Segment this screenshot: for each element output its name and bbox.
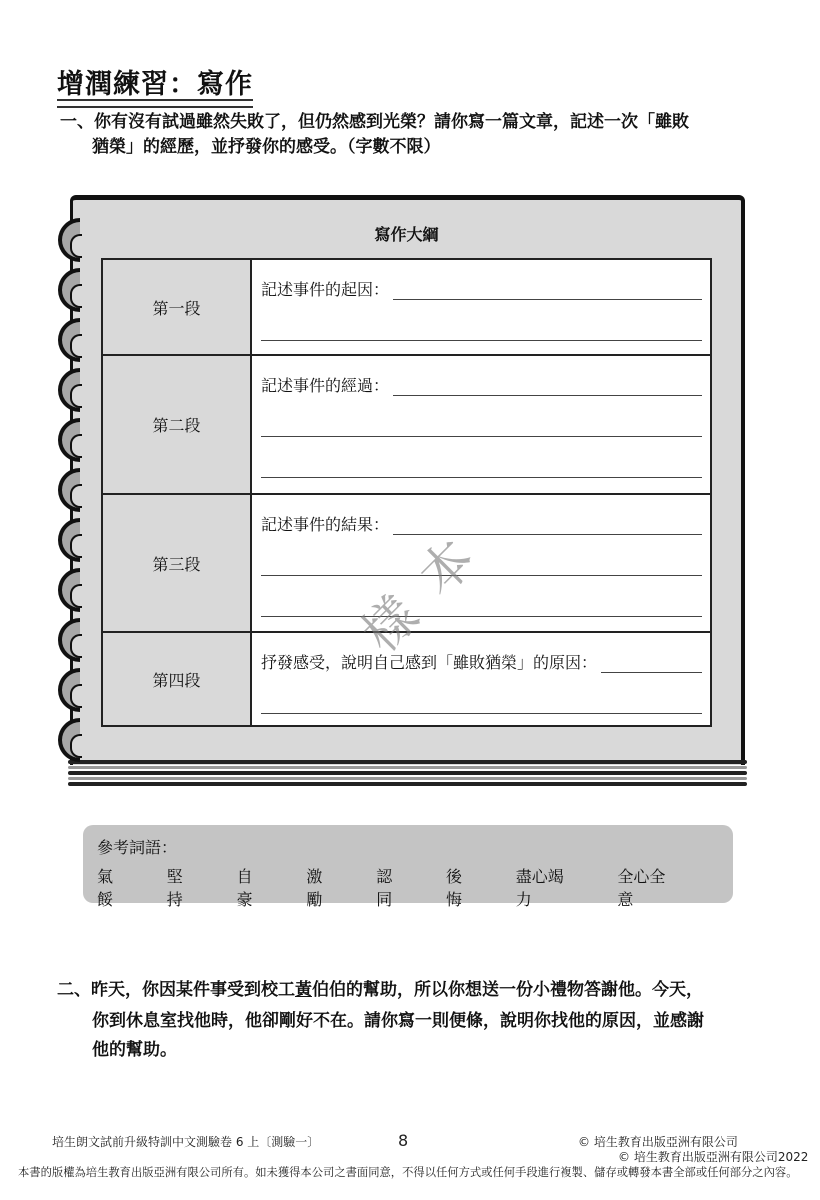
answer-line[interactable]: [261, 576, 702, 617]
spiral-ring-icon: [58, 668, 80, 712]
paragraph-answer-area[interactable]: [252, 260, 710, 354]
footer-copyright: © 培生教育出版亞洲有限公司: [578, 1135, 738, 1149]
spiral-ring-icon: [58, 518, 80, 562]
question2-line2: 你到休息室找他時，他卻剛好不在。請你寫一則便條，說明你找他的原因，並感謝: [92, 1011, 704, 1031]
paragraph-prompt: 記述事件的經過：: [261, 376, 390, 395]
outline-title: 寫作大綱: [374, 225, 439, 244]
reference-words-box: [83, 825, 733, 909]
reference-label: 參考詞語：: [97, 838, 178, 857]
answer-line[interactable]: [261, 396, 702, 437]
spiral-ring-icon: [58, 468, 80, 512]
reference-word: 激勵: [306, 867, 323, 909]
answer-line[interactable]: [393, 283, 702, 300]
spiral-ring-icon: [58, 368, 80, 412]
paragraph-label: 第三段: [103, 495, 252, 631]
proper-name-underlined: 黃: [295, 980, 312, 1000]
paragraph-label: 第四段: [103, 633, 252, 725]
question2-text: 伯伯的幫助，所以你想送一份小禮物答謝他。今天，: [312, 980, 703, 1000]
footer-copyright-year: © 培生教育出版亞洲有限公司2022: [618, 1150, 809, 1164]
outline-row: [103, 354, 710, 493]
spiral-ring-icon: [58, 418, 80, 462]
answer-line[interactable]: [261, 300, 702, 341]
reference-word: 全心全意: [617, 867, 666, 909]
reference-word: 後悔: [445, 867, 462, 909]
spiral-ring-icon: [58, 568, 80, 612]
page-title: 增潤練習：寫作: [57, 69, 253, 100]
question2-text: 二、昨天，你因某件事受到校工: [57, 980, 295, 1000]
reference-word: 盡心竭力: [515, 867, 564, 909]
paragraph-label: 第二段: [103, 356, 252, 493]
reference-word: 認同: [376, 867, 393, 909]
sample-watermark: 樣本: [351, 508, 507, 665]
title-double-underline: [57, 99, 253, 108]
paragraph-answer-area[interactable]: [252, 356, 710, 493]
spiral-ring-icon: [58, 318, 80, 362]
notebook-page-stack: [68, 760, 747, 790]
footer-book-title: 培生朗文試前升級特訓中文測驗卷 6 上〔測驗一〕: [52, 1135, 320, 1149]
paragraph-label: 第一段: [103, 260, 252, 354]
outline-table: [101, 258, 712, 727]
spiral-ring-icon: [58, 718, 80, 762]
reference-word: 自豪: [236, 867, 253, 909]
question2-line3: 他的幫助。: [92, 1040, 177, 1060]
page-number: 8: [398, 1131, 409, 1150]
paragraph-answer-area[interactable]: [252, 633, 710, 725]
answer-line[interactable]: [601, 656, 702, 673]
reference-word: 堅持: [166, 867, 183, 909]
answer-line[interactable]: [393, 379, 702, 396]
copyright-notice: 本書的版權為培生教育出版亞洲有限公司所有。如未獲得本公司之書面同意，不得以任何方式或任何手段進行複製、儲存或轉發本書全部或任何部分之內容。: [18, 1166, 798, 1179]
answer-line[interactable]: [261, 437, 702, 478]
spiral-ring-icon: [58, 268, 80, 312]
question2-line1: [57, 978, 703, 1002]
paragraph-prompt: 抒發感受，說明自己感到「雖敗猶榮」的原因：: [261, 653, 598, 672]
answer-line[interactable]: [261, 673, 702, 714]
spiral-ring-icon: [58, 218, 80, 262]
paragraph-prompt: 記述事件的結果：: [261, 515, 390, 534]
spiral-ring-icon: [58, 618, 80, 662]
reference-word: 氣餒: [97, 867, 114, 909]
outline-row: [103, 260, 710, 354]
question1-line2: 猶榮」的經歷，並抒發你的感受。（字數不限）: [92, 137, 441, 157]
question1-line1: 一、你有沒有試過雖然失敗了，但仍然感到光榮？請你寫一篇文章，記述一次「雖敗: [60, 112, 689, 132]
paragraph-prompt: 記述事件的起因：: [261, 280, 390, 299]
reference-word-list: [97, 864, 719, 910]
